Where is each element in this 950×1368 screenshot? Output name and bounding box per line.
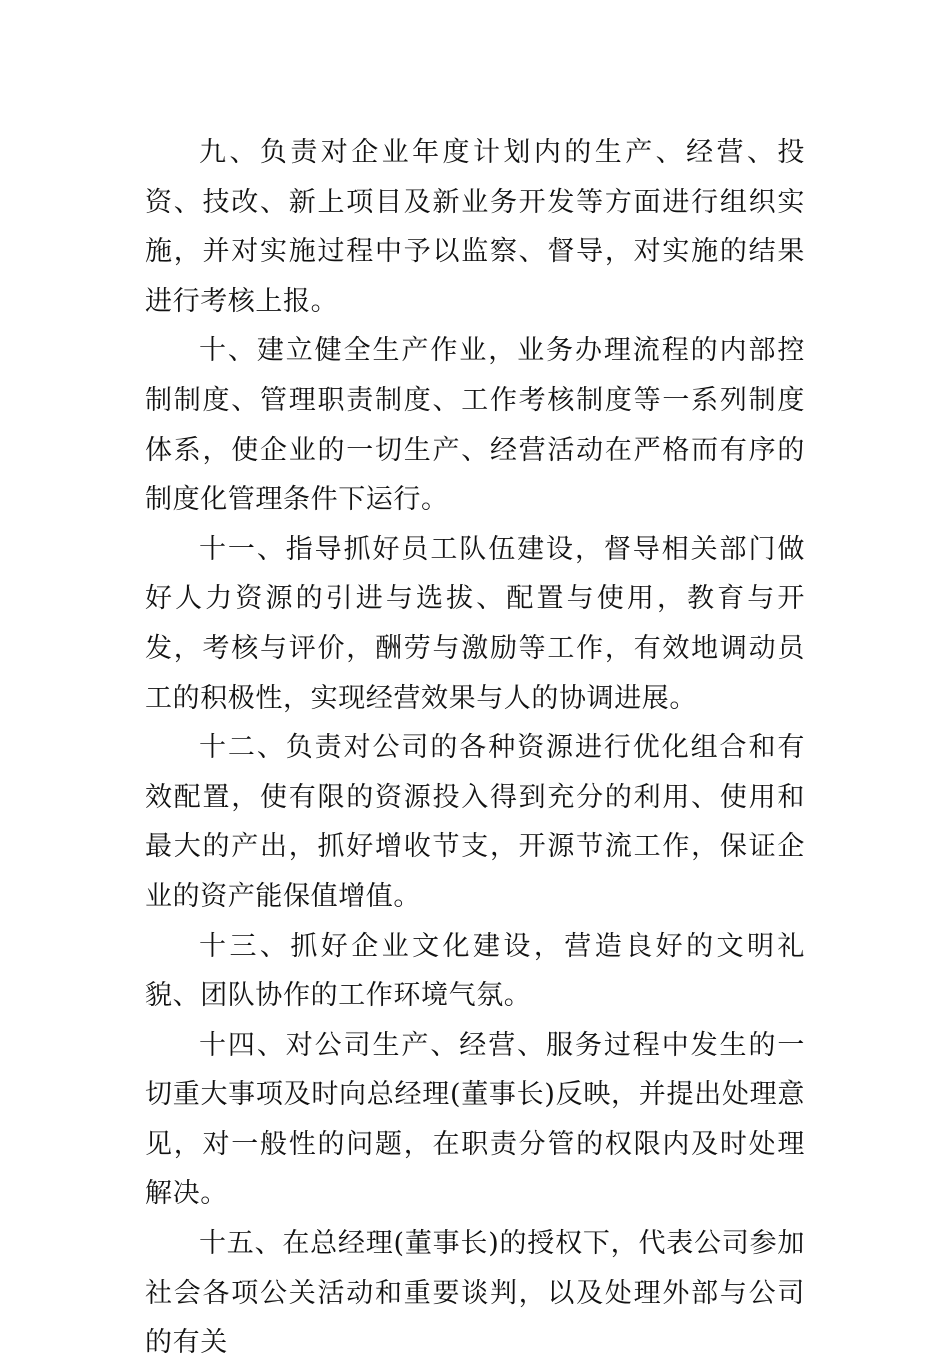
paragraph-12: 十二、负责对公司的各种资源进行优化组合和有效配置，使有限的资源投入得到充分的利用、使用和最大的产出，抓好增收节支，开源节流工作，保证企业的资产能保值增值。 — [145, 732, 805, 912]
paragraph-11: 十一、指导抓好员工队伍建设，督导相关部门做好人力资源的引进与选拔、配置与使用，教育与开发，考核与评价，酬劳与激励等工作，有效地调动员工的积极性，实现经营效果与人的协调进展。 — [145, 533, 805, 714]
paragraph-14: 十四、对公司生产、经营、服务过程中发生的一切重大事项及时向总经理(董事长)反映，并提出处理意见，对一般性的问题，在职责分管的权限内及时处理解决。 — [145, 1029, 805, 1210]
paragraph-13: 十三、抓好企业文化建设，营造良好的文明礼貌、团队协作的工作环境气氛。 — [145, 930, 805, 1012]
document-body — [145, 128, 805, 1368]
paragraph-10: 十、建立健全生产作业，业务办理流程的内部控制制度、管理职责制度、工作考核制度等一系列制度体系，使企业的一切生产、经营活动在严格而有序的制度化管理条件下运行。 — [145, 335, 805, 516]
paragraph-15: 十五、在总经理(董事长)的授权下，代表公司参加社会各项公关活动和重要谈判，以及处理外部与公司的有关 — [145, 1228, 805, 1359]
paragraph-9: 九、负责对企业年度计划内的生产、经营、投资、技改、新上项目及新业务开发等方面进行组织实施，并对实施过程中予以监察、督导，对实施的结果进行考核上报。 — [145, 137, 805, 317]
